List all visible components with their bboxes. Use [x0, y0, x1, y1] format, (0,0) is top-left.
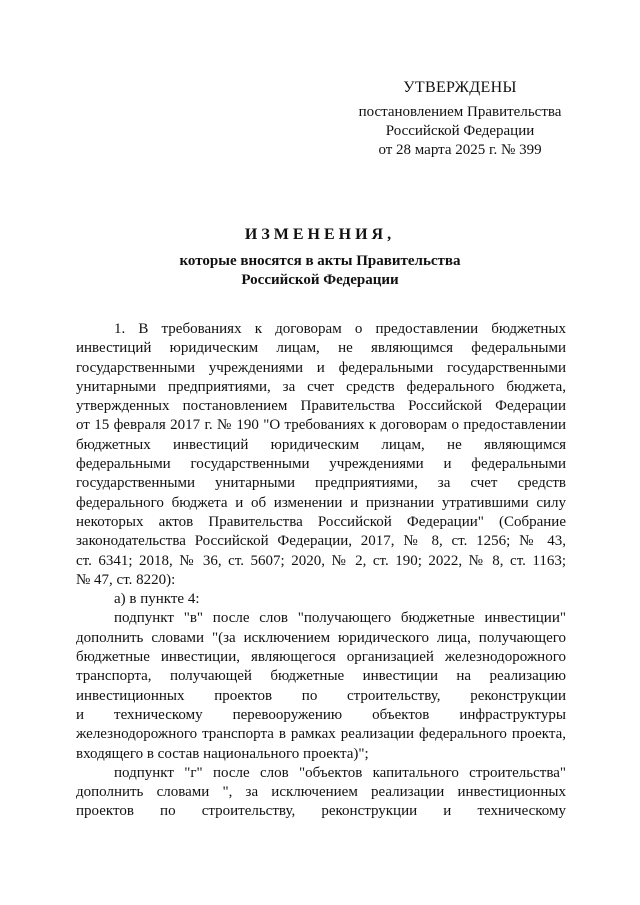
body-line: железнодорожного транспорта в рамках реализации федерального проекта,	[76, 726, 566, 743]
body-line: бюджетные инвестиции, являющегося организацией железнодорожного	[76, 649, 566, 666]
approval-line: постановлением Правительства	[358, 104, 562, 120]
body-line: от 15 февраля 2017 г. № 190 "О требованиях к договорам о предоставлении	[76, 417, 566, 434]
subtitle-line: которые вносятся в акты Правительства	[179, 253, 461, 269]
body-line: утвержденных постановлением Правительства Российской Федерации	[76, 398, 566, 415]
body-line: № 47, ст. 8220):	[76, 571, 176, 588]
body-line: а) в пункте 4:	[114, 591, 200, 608]
body-line: унитарными предприятиями, за счет средств федерального бюджета,	[76, 378, 566, 395]
approval-heading: УТВЕРЖДЕНЫ	[403, 79, 517, 96]
approval-date: от 28 марта 2025 г. № 399	[378, 142, 542, 158]
body-line: и техническому перевооружению объектов инфраструктуры	[76, 706, 566, 723]
document-subtitle	[0, 252, 640, 290]
body-line: государственными учреждениями и федеральными государственными	[76, 359, 566, 376]
body-line: ст. 6341; 2018, № 36, ст. 5607; 2020, № 2, ст. 190; 2022, № 8, ст. 1163;	[76, 552, 566, 569]
body-line: законодательства Российской Федерации, 2017, № 8, ст. 1256; № 43,	[76, 533, 566, 550]
body-line: инвестиций юридическим лицам, не являющимся федеральными	[76, 340, 566, 357]
body-line: федерального бюджета и об изменении и признании утратившими силу	[76, 494, 566, 511]
document-title: ИЗМЕНЕНИЯ,	[244, 226, 396, 243]
body-line: подпункт "в" после слов "получающего бюджетные инвестиции"	[114, 610, 566, 627]
body-line: федеральными государственными учреждениями и федеральными	[76, 456, 566, 473]
subtitle-line: Российской Федерации	[241, 272, 399, 288]
body-line: проектов по строительству, реконструкции и техническому	[76, 803, 566, 820]
body-line: дополнить словами "(за исключением юридического лица, получающего	[76, 629, 566, 646]
body-line: дополнить словами ", за исключением реализации инвестиционных	[76, 784, 566, 801]
document-body	[76, 320, 566, 822]
body-line: бюджетных инвестиций юридическим лицам, не являющимся	[76, 436, 566, 453]
body-line: инвестиционных проектов по строительству, реконструкции	[76, 687, 566, 704]
approval-block	[340, 78, 580, 160]
body-line: подпункт "г" после слов "объектов капитального строительства"	[114, 764, 566, 781]
body-line: 1. В требованиях к договорам о предоставлении бюджетных	[114, 321, 566, 337]
body-line: государственными унитарными предприятиями, за счет средств	[76, 475, 566, 492]
body-line: транспорта, получающей бюджетные инвестиции на реализацию	[76, 668, 566, 685]
approval-line: Российской Федерации	[385, 123, 535, 139]
body-line: некоторых актов Правительства Российской Федерации" (Собрание	[76, 513, 566, 530]
body-line: входящего в состав национального проекта)";	[76, 745, 369, 762]
